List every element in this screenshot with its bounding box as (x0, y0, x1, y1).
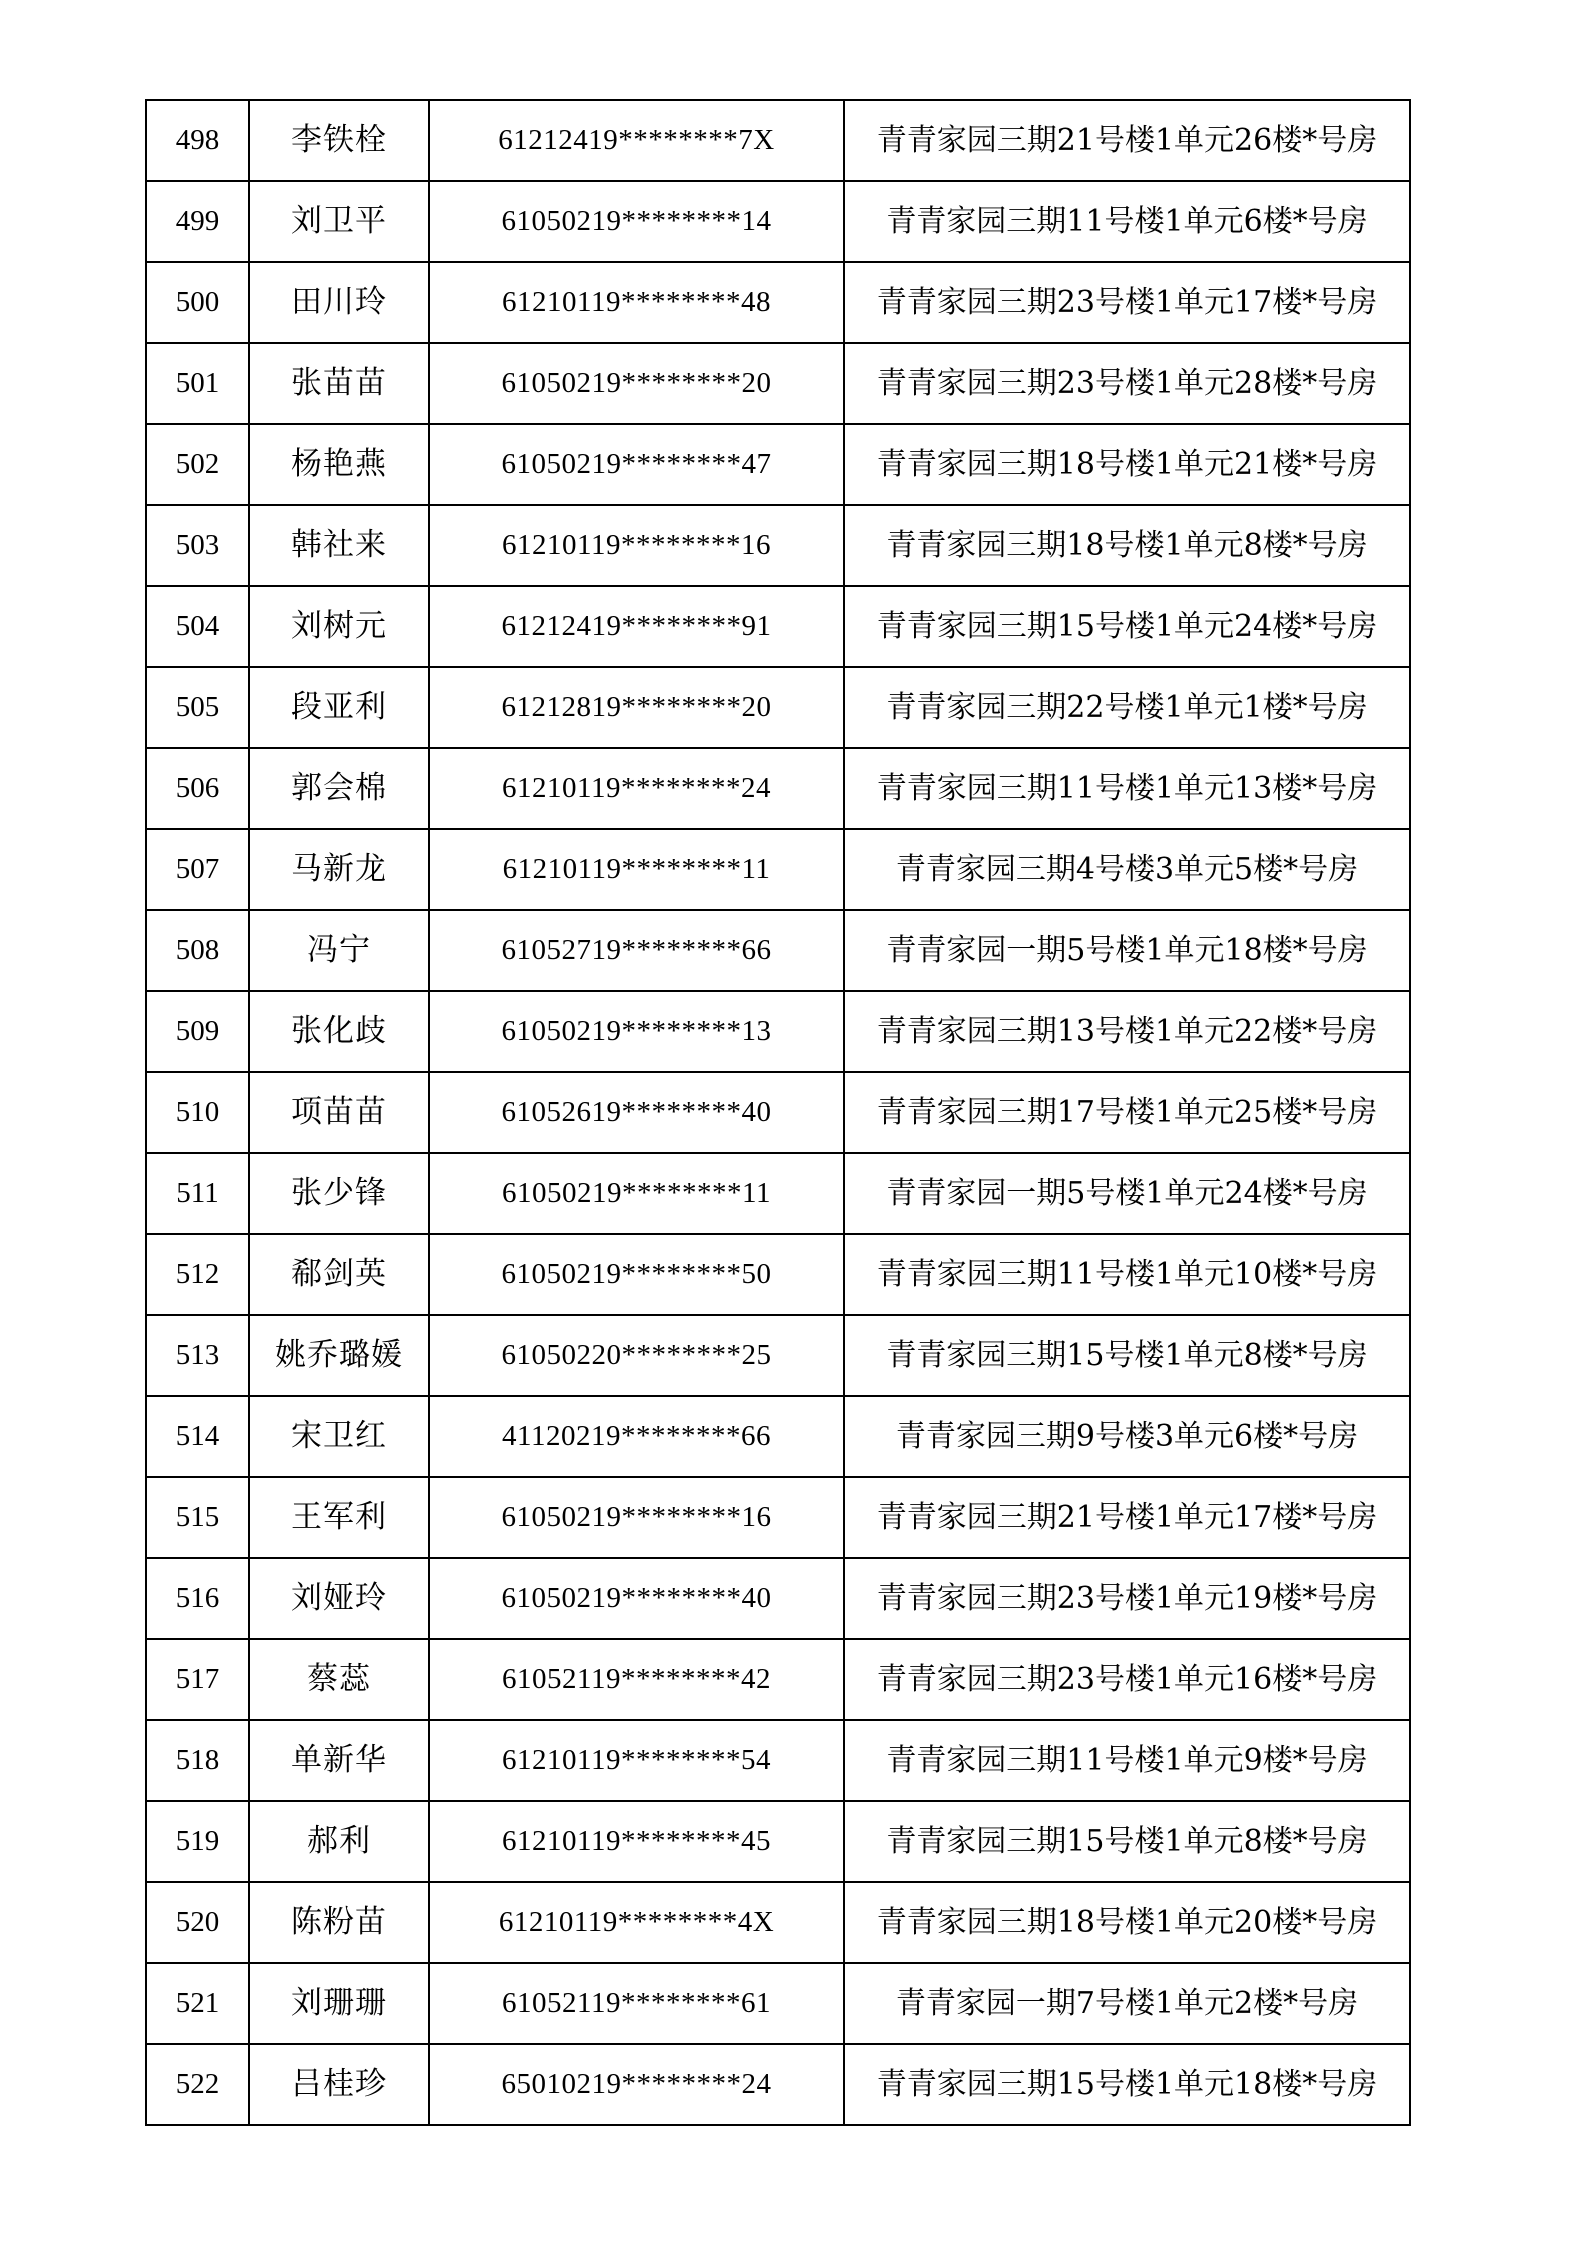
row-number: 515 (146, 1477, 249, 1558)
person-name: 刘树元 (249, 586, 429, 667)
person-name: 李铁栓 (249, 100, 429, 181)
address: 青青家园三期18号楼1单元8楼*号房 (844, 505, 1410, 586)
id-number: 61050219********20 (429, 343, 844, 424)
roster-table-body (146, 100, 1410, 2125)
row-number: 518 (146, 1720, 249, 1801)
id-number: 61050220********25 (429, 1315, 844, 1396)
person-name: 单新华 (249, 1720, 429, 1801)
id-number: 61052119********42 (429, 1639, 844, 1720)
person-name: 韩社来 (249, 505, 429, 586)
address: 青青家园三期23号楼1单元19楼*号房 (844, 1558, 1410, 1639)
person-name: 项苗苗 (249, 1072, 429, 1153)
table-row (146, 1558, 1410, 1639)
table-row (146, 2044, 1410, 2125)
address: 青青家园三期23号楼1单元16楼*号房 (844, 1639, 1410, 1720)
table-row (146, 910, 1410, 991)
table-row (146, 748, 1410, 829)
person-name: 田川玲 (249, 262, 429, 343)
row-number: 505 (146, 667, 249, 748)
person-name: 吕桂珍 (249, 2044, 429, 2125)
row-number: 522 (146, 2044, 249, 2125)
address: 青青家园一期5号楼1单元24楼*号房 (844, 1153, 1410, 1234)
address: 青青家园三期18号楼1单元20楼*号房 (844, 1882, 1410, 1963)
id-number: 61210119********54 (429, 1720, 844, 1801)
table-row (146, 1801, 1410, 1882)
table-row (146, 667, 1410, 748)
address: 青青家园三期4号楼3单元5楼*号房 (844, 829, 1410, 910)
person-name: 郝利 (249, 1801, 429, 1882)
id-number: 61052619********40 (429, 1072, 844, 1153)
row-number: 501 (146, 343, 249, 424)
table-row (146, 991, 1410, 1072)
table-row (146, 1477, 1410, 1558)
address: 青青家园三期15号楼1单元8楼*号房 (844, 1315, 1410, 1396)
id-number: 61210119********24 (429, 748, 844, 829)
row-number: 513 (146, 1315, 249, 1396)
row-number: 519 (146, 1801, 249, 1882)
row-number: 506 (146, 748, 249, 829)
person-name: 马新龙 (249, 829, 429, 910)
address: 青青家园三期9号楼3单元6楼*号房 (844, 1396, 1410, 1477)
row-number: 520 (146, 1882, 249, 1963)
row-number: 502 (146, 424, 249, 505)
table-row (146, 1720, 1410, 1801)
row-number: 521 (146, 1963, 249, 2044)
person-name: 张化歧 (249, 991, 429, 1072)
table-row (146, 262, 1410, 343)
table-row (146, 100, 1410, 181)
person-name: 张少锋 (249, 1153, 429, 1234)
row-number: 503 (146, 505, 249, 586)
id-number: 61052119********61 (429, 1963, 844, 2044)
row-number: 510 (146, 1072, 249, 1153)
id-number: 61210119********45 (429, 1801, 844, 1882)
id-number: 61212819********20 (429, 667, 844, 748)
row-number: 509 (146, 991, 249, 1072)
id-number: 61050219********47 (429, 424, 844, 505)
id-number: 41120219********66 (429, 1396, 844, 1477)
address: 青青家园三期21号楼1单元26楼*号房 (844, 100, 1410, 181)
table-row (146, 1639, 1410, 1720)
address: 青青家园三期23号楼1单元17楼*号房 (844, 262, 1410, 343)
id-number: 61050219********16 (429, 1477, 844, 1558)
row-number: 498 (146, 100, 249, 181)
person-name: 蔡蕊 (249, 1639, 429, 1720)
table-row (146, 1882, 1410, 1963)
address: 青青家园三期15号楼1单元24楼*号房 (844, 586, 1410, 667)
table-row (146, 586, 1410, 667)
address: 青青家园三期18号楼1单元21楼*号房 (844, 424, 1410, 505)
roster-table (145, 99, 1411, 2126)
row-number: 514 (146, 1396, 249, 1477)
id-number: 61050219********50 (429, 1234, 844, 1315)
table-row (146, 1963, 1410, 2044)
person-name: 姚乔璐媛 (249, 1315, 429, 1396)
address: 青青家园三期13号楼1单元22楼*号房 (844, 991, 1410, 1072)
id-number: 61210119********4X (429, 1882, 844, 1963)
address: 青青家园三期15号楼1单元18楼*号房 (844, 2044, 1410, 2125)
id-number: 61050219********11 (429, 1153, 844, 1234)
row-number: 508 (146, 910, 249, 991)
id-number: 65010219********24 (429, 2044, 844, 2125)
row-number: 500 (146, 262, 249, 343)
row-number: 507 (146, 829, 249, 910)
address: 青青家园三期11号楼1单元6楼*号房 (844, 181, 1410, 262)
table-row (146, 1396, 1410, 1477)
id-number: 61212419********7X (429, 100, 844, 181)
address: 青青家园一期7号楼1单元2楼*号房 (844, 1963, 1410, 2044)
person-name: 张苗苗 (249, 343, 429, 424)
id-number: 61050219********14 (429, 181, 844, 262)
person-name: 刘珊珊 (249, 1963, 429, 2044)
row-number: 512 (146, 1234, 249, 1315)
row-number: 517 (146, 1639, 249, 1720)
person-name: 郭会棉 (249, 748, 429, 829)
row-number: 499 (146, 181, 249, 262)
table-row (146, 1072, 1410, 1153)
row-number: 516 (146, 1558, 249, 1639)
address: 青青家园三期23号楼1单元28楼*号房 (844, 343, 1410, 424)
table-row (146, 1234, 1410, 1315)
row-number: 504 (146, 586, 249, 667)
id-number: 61052719********66 (429, 910, 844, 991)
address: 青青家园三期21号楼1单元17楼*号房 (844, 1477, 1410, 1558)
person-name: 郗剑英 (249, 1234, 429, 1315)
person-name: 陈粉苗 (249, 1882, 429, 1963)
id-number: 61050219********40 (429, 1558, 844, 1639)
address: 青青家园三期11号楼1单元13楼*号房 (844, 748, 1410, 829)
person-name: 王军利 (249, 1477, 429, 1558)
address: 青青家园一期5号楼1单元18楼*号房 (844, 910, 1410, 991)
address: 青青家园三期11号楼1单元9楼*号房 (844, 1720, 1410, 1801)
address: 青青家园三期17号楼1单元25楼*号房 (844, 1072, 1410, 1153)
id-number: 61210119********11 (429, 829, 844, 910)
table-row (146, 1315, 1410, 1396)
person-name: 冯宁 (249, 910, 429, 991)
person-name: 刘卫平 (249, 181, 429, 262)
person-name: 段亚利 (249, 667, 429, 748)
id-number: 61050219********13 (429, 991, 844, 1072)
table-row (146, 1153, 1410, 1234)
id-number: 61210119********16 (429, 505, 844, 586)
table-row (146, 181, 1410, 262)
person-name: 刘娅玲 (249, 1558, 429, 1639)
id-number: 61210119********48 (429, 262, 844, 343)
row-number: 511 (146, 1153, 249, 1234)
address: 青青家园三期22号楼1单元1楼*号房 (844, 667, 1410, 748)
address: 青青家园三期11号楼1单元10楼*号房 (844, 1234, 1410, 1315)
table-row (146, 829, 1410, 910)
address: 青青家园三期15号楼1单元8楼*号房 (844, 1801, 1410, 1882)
table-row (146, 343, 1410, 424)
person-name: 杨艳燕 (249, 424, 429, 505)
table-row (146, 424, 1410, 505)
person-name: 宋卫红 (249, 1396, 429, 1477)
id-number: 61212419********91 (429, 586, 844, 667)
table-row (146, 505, 1410, 586)
